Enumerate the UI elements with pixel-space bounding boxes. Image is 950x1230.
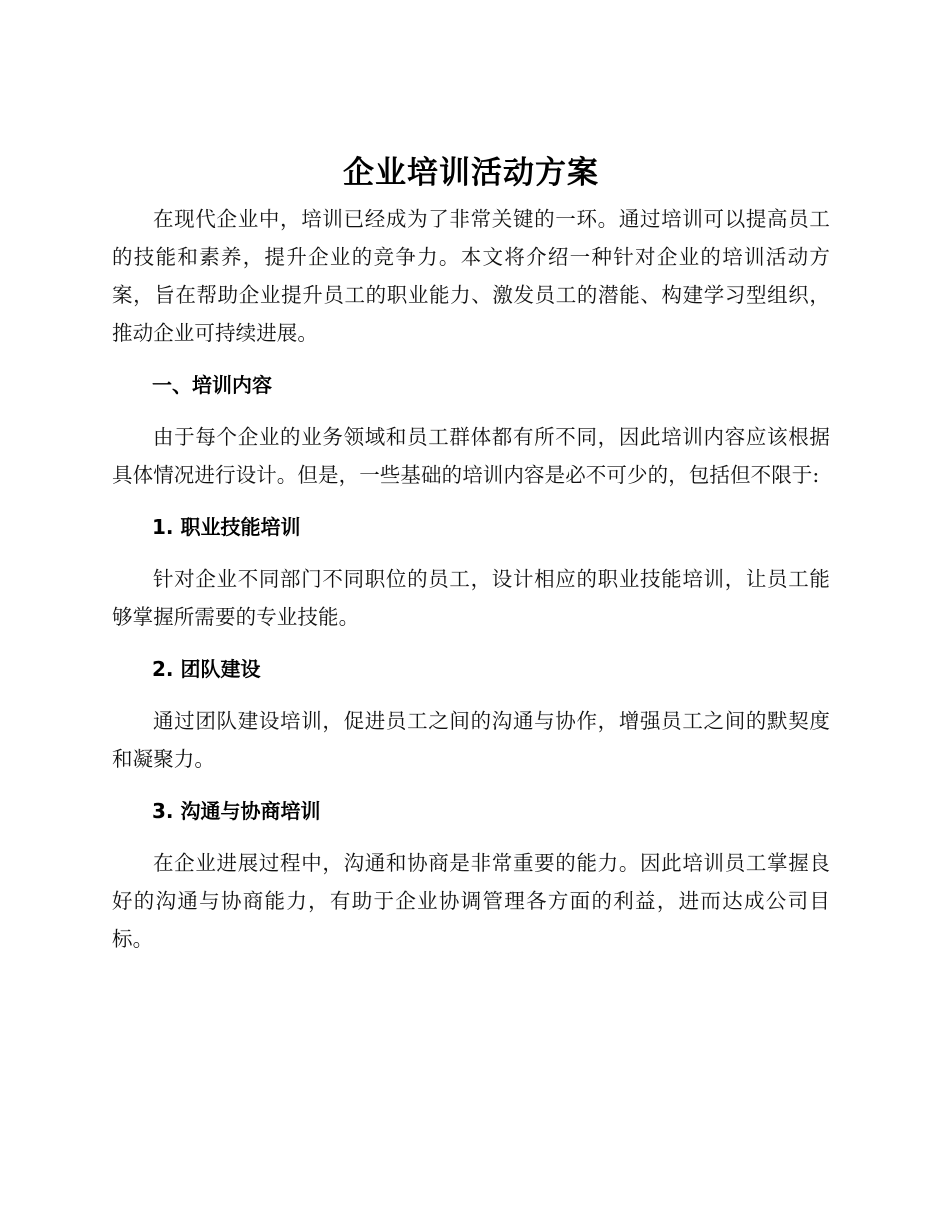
subsection-paragraph: 通过团队建设培训，促进员工之间的沟通与协作，增强员工之间的默契度和凝聚力。 xyxy=(112,709,830,771)
subsection-paragraph: 在企业进展过程中，沟通和协商是非常重要的能力。因此培训员工掌握良好的沟通与协商能力，有助于企业协调管理各方面的利益，进而达成公司目标。 xyxy=(112,851,830,951)
intro-paragraph: 在现代企业中，培训已经成为了非常关键的一环。通过培训可以提高员工的技能和素养，提升企业的竞争力。本文将介绍一种针对企业的培训活动方案，旨在帮助企业提升员工的职业能力、激发员工的潜能、构建学习型组织，推动企业可持续进展。 xyxy=(112,207,830,345)
subheading-vocational-skills: 1. 职业技能培训 xyxy=(152,515,301,539)
document-page xyxy=(112,150,830,958)
spacer xyxy=(112,494,830,508)
spacer xyxy=(112,688,830,702)
spacer xyxy=(112,404,830,418)
subheading-communication: 3. 沟通与协商培训 xyxy=(152,799,321,823)
subsection-paragraph: 针对企业不同部门不同职位的员工，设计相应的职业技能培训，让员工能够掌握所需要的专业技能。 xyxy=(112,567,830,629)
spacer xyxy=(112,636,830,650)
spacer xyxy=(112,352,830,366)
spacer xyxy=(112,778,830,792)
spacer xyxy=(112,546,830,560)
spacer xyxy=(112,830,830,844)
document-title: 企业培训活动方案 xyxy=(343,155,599,191)
subheading-team-building: 2. 团队建设 xyxy=(152,657,261,681)
section-heading-training-content: 一、培训内容 xyxy=(152,373,272,397)
section-paragraph: 由于每个企业的业务领域和员工群体都有所不同，因此培训内容应该根据具体情况进行设计。但是，一些基础的培训内容是必不可少的，包括但不限于: xyxy=(112,425,830,487)
